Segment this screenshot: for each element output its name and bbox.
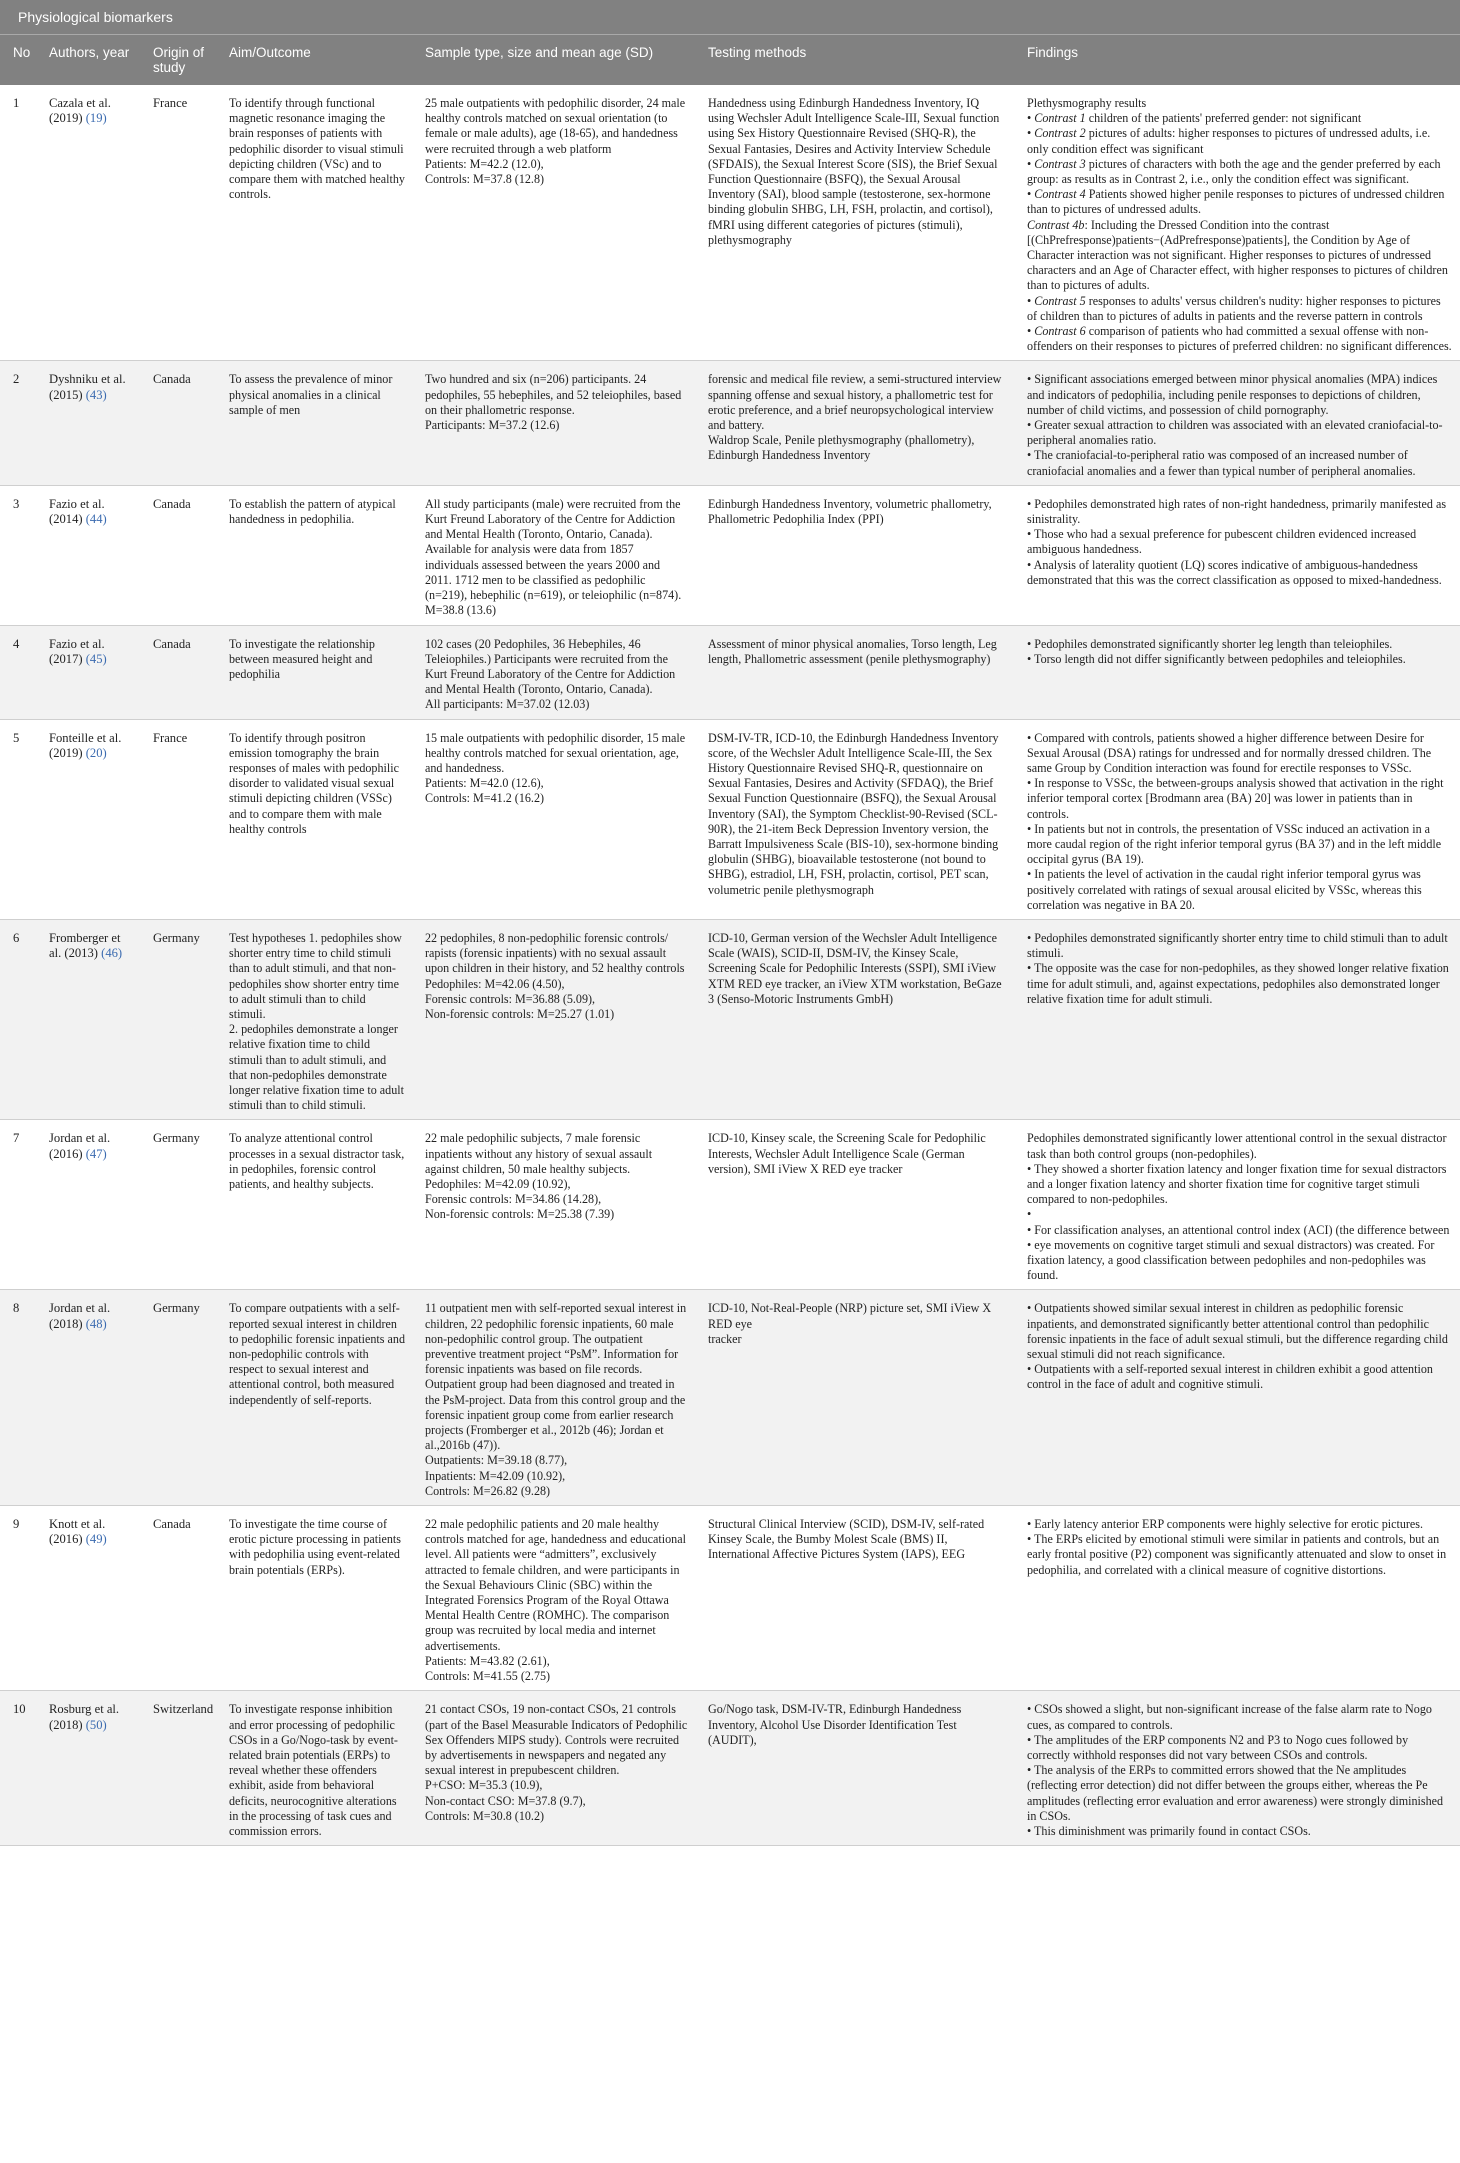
authors-year: Dyshniku et al. (2015) (49, 372, 126, 402)
finding-item (1027, 822, 1453, 868)
cell-origin (140, 1290, 216, 1506)
cell-authors (36, 485, 140, 625)
methods-line: ICD-10, Kinsey scale, the Screening Scale for Pedophilic Interests, Wechsler Adult Intelligence Scale (German version), SMI iView X RED eye tracker (708, 1131, 986, 1176)
reference-link: (49) (85, 1532, 107, 1547)
authors-year: Fazio et al. (2014) (49, 496, 105, 527)
cell-origin (140, 719, 216, 919)
authors-year: Jordan et al. (2018) (49, 1301, 111, 1331)
finding-item (1027, 324, 1453, 354)
finding-item (1027, 1517, 1453, 1532)
finding-item (1027, 126, 1453, 156)
finding-text: CSOs showed a slight, but non-significant increase of the false alarm rate to Nogo cues, as compared to controls. (1027, 1702, 1432, 1732)
cell-sample (412, 1506, 695, 1691)
finding-text: responses to adults' versus children's nudity: higher responses to pictures of children than to pictures of adults in patients and the reverse pattern in controls (1027, 293, 1441, 323)
table-row (0, 719, 1460, 919)
row-number: 6 (13, 930, 20, 945)
sample-line: All study participants (male) were recruited from the Kurt Freund Laboratory of the Centre for Addiction and Mental Health (Toronto, Ontario, Canada). Available for analysis were data from 1857 individuals assessed between the years 2000 and 2011. 1712 men to be classified as pedophilic (n=219), hebephilic (n=619), or teleiophilic (n=874). (425, 496, 682, 603)
cell-sample (412, 1691, 695, 1846)
sample-line: 102 cases (20 Pedophiles, 36 Hebephiles, 46 Teleiophiles.) Participants were recruited from the Kurt Freund Laboratory of the Centre for Addiction and Mental Health (Toronto, Ontario, Canada). (425, 636, 676, 697)
reference-link: (43) (85, 387, 107, 402)
finding-text: children of the patients' preferred gender: not significant (1085, 111, 1362, 126)
finding-item (1027, 448, 1453, 478)
finding-text: pictures of adults: higher responses to pictures of undressed adults, i.e. only condition effect was significant (1027, 126, 1431, 156)
authors-year: Knott et al. (2016) (49, 1517, 106, 1547)
finding-text: Torso length did not differ significantly between pedophiles and teleiophiles. (1034, 651, 1406, 666)
sample-line: Controls: M=30.8 (10.2) (425, 1808, 545, 1823)
header-origin: Origin of study (140, 35, 216, 86)
methods-line: forensic and medical file review, a semi-structured interview spanning offense and sexual history, a phallometric test for erotic preference, and a brief neuropsychological interview and battery. (708, 372, 1002, 433)
finding-item (1027, 1238, 1453, 1284)
origin-country: Germany (153, 1301, 200, 1316)
finding-item (1027, 497, 1453, 527)
origin-country: Canada (153, 1517, 191, 1532)
cell-sample (412, 485, 695, 625)
authors-year: Fonteille et al. (2019) (49, 730, 122, 760)
sample-line: Patients: M=42.2 (12.0), (425, 156, 544, 171)
sample-line: 11 outpatient men with self-reported sexual interest in children, 22 pedophilic forensic inpatients, 60 male non-pedophilic control group. The outpatient preventive treatment project “PsM”. Information for forensic inpatients was based on file records. Outpatient group had been diagnosed and treated in the PsM-project. Data from this control group and the forensic inpatient group come from earlier research projects (Fromberger et al., 2012b (46); Jordan et al.,2016b (47)). (425, 1301, 687, 1453)
cell-findings (1014, 1290, 1460, 1506)
finding-item (1027, 1207, 1453, 1222)
cell-authors (36, 625, 140, 719)
finding-item (1027, 776, 1453, 822)
table-row (0, 1691, 1460, 1846)
finding-text: Pedophiles demonstrated high rates of non-right handedness, primarily manifested as sinistrality. (1027, 496, 1447, 527)
methods-line: Assessment of minor physical anomalies, Torso length, Leg length, Phallometric assessment (penile plethysmography) (708, 636, 997, 666)
cell-origin (140, 361, 216, 485)
cell-no (0, 85, 36, 361)
finding-item (1027, 187, 1453, 217)
finding-text: Pedophiles demonstrated significantly shorter leg length than teleiophiles. (1034, 636, 1393, 651)
cell-origin (140, 919, 216, 1119)
cell-findings (1014, 1120, 1460, 1290)
methods-line: Edinburgh Handedness Inventory, volumetric phallometry, Phallometric Pedophilia Index (PPI) (708, 496, 992, 527)
aim-text: Test hypotheses 1. pedophiles show shorter entry time to child stimuli than to adult stimuli, and that non-pedophiles show shorter entry time to adult stimuli than to child stimuli. 2. pedophiles demonstrate a longer relative fixation time to child stimuli than to adult stimuli, and that non-pedophiles demonstrate longer relative fixation time to adult stimuli than to child stimuli. (229, 930, 404, 1113)
methods-line: DSM-IV-TR, ICD-10, the Edinburgh Handedness Inventory score, of the Wechsler Adult Intelligence Scale-III, the Sex History Questionnaire Revised SHQ-R, questionnaire on Sexual Fantasies, Desires and Activity (SFDAQ), the Brief Sexual Function Questionnaire (BSFQ), the Sexual Arousal Inventory (SAI), the Symptom Checklist-90-Revised (SCL-90R), the 21-item Beck Depression Inventory version, the Barratt Impulsiveness Scale (BIS-10), sex-hormone binding globulin (SHBG), bioavailable testosterone (not bound to SHBG), estradiol, LH, FSH, prolactin, cortisol, PET scan, volumetric penile plethysmograph (708, 730, 999, 897)
authors-year: Fromberger et al. (2013) (49, 930, 121, 961)
cell-aim (216, 625, 412, 719)
origin-country: Canada (153, 372, 191, 387)
cell-findings (1014, 361, 1460, 485)
cell-findings (1014, 85, 1460, 361)
cell-origin (140, 625, 216, 719)
cell-authors (36, 1506, 140, 1691)
cell-authors (36, 361, 140, 485)
cell-aim (216, 485, 412, 625)
cell-sample (412, 1120, 695, 1290)
cell-sample (412, 625, 695, 719)
finding-lead: Contrast 3 (1034, 156, 1086, 171)
row-number: 8 (13, 1301, 20, 1316)
finding-item (1027, 418, 1453, 448)
header-aim: Aim/Outcome (216, 35, 412, 86)
cell-methods (695, 919, 1014, 1119)
table-row (0, 625, 1460, 719)
finding-lead: Contrast 5 (1034, 293, 1086, 308)
cell-authors (36, 1290, 140, 1506)
finding-item (1027, 294, 1453, 324)
cell-sample (412, 1290, 695, 1506)
reference-link: (48) (85, 1316, 107, 1331)
cell-aim (216, 1120, 412, 1290)
reference-link: (19) (85, 111, 107, 126)
header-methods: Testing methods (695, 35, 1014, 86)
authors-year: Fazio et al. (2017) (49, 636, 105, 666)
row-number: 9 (13, 1517, 20, 1532)
finding-text: The amplitudes of the ERP components N2 and P3 to Nogo cues followed by correctly withhold responses did not vary between CSOs and controls. (1027, 1732, 1409, 1762)
cell-authors (36, 1120, 140, 1290)
cell-methods (695, 361, 1014, 485)
reference-link: (47) (85, 1146, 107, 1161)
finding-text: Outpatients with a self-reported sexual interest in children exhibit a good attention control in the face of adult and cognitive stimuli. (1027, 1362, 1433, 1392)
cell-methods (695, 625, 1014, 719)
sample-line: Forensic controls: M=34.86 (14.28), (425, 1192, 602, 1207)
cell-methods (695, 485, 1014, 625)
finding-item (1027, 652, 1453, 667)
row-number: 5 (13, 730, 20, 745)
origin-country: Canada (153, 496, 191, 511)
finding-text: pictures of characters with both the age and the gender preferred by each group: as results as in Contrast 2, i.e., only the condition effect was significant. (1027, 156, 1441, 187)
finding-item (1027, 527, 1453, 557)
finding-text: Pedophiles demonstrated significantly lower attentional control in the sexual distractor task than both control groups (non-pedophiles). (1027, 1131, 1447, 1161)
finding-item (1027, 218, 1453, 294)
cell-origin (140, 1120, 216, 1290)
row-number: 3 (13, 496, 20, 511)
cell-authors (36, 719, 140, 919)
finding-text: In patients the level of activation in the caudal right inferior temporal gyrus was positively correlated with ratings of sexual arousal elicited by VSSc, whereas this correlation was negative in BA 20. (1027, 867, 1422, 912)
cell-no (0, 1506, 36, 1691)
sample-line: Controls: M=41.55 (2.75) (425, 1669, 551, 1684)
sample-line: Controls: M=41.2 (16.2) (425, 791, 545, 806)
sample-line: Patients: M=43.82 (2.61), (425, 1653, 550, 1668)
cell-sample (412, 361, 695, 485)
finding-text: The ERPs elicited by emotional stimuli were similar in patients and controls, but an early frontal positive (P2) component was significantly attenuated and slow to onset in pedophilia, and correlated with a clinical measure of cognitive distortions. (1027, 1532, 1447, 1577)
methods-line: tracker (708, 1331, 742, 1346)
sample-line: Two hundred and six (n=206) participants. 24 pedophiles, 55 hebephiles, and 52 teleiophiles, based on their phallometric response. (425, 372, 682, 417)
cell-no (0, 1691, 36, 1846)
finding-text: Patients showed higher penile responses to pictures of undressed children than to pictures of undressed adults. (1027, 187, 1445, 217)
sample-line: Participants: M=37.2 (12.6) (425, 418, 560, 433)
cell-no (0, 1290, 36, 1506)
origin-country: Canada (153, 636, 191, 651)
sample-line: P+CSO: M=35.3 (10.9), (425, 1778, 543, 1793)
cell-sample (412, 919, 695, 1119)
authors-year: Jordan et al. (2016) (49, 1131, 111, 1161)
header-sample: Sample type, size and mean age (SD) (412, 35, 695, 86)
cell-aim (216, 719, 412, 919)
origin-country: Germany (153, 930, 200, 945)
finding-text: Outpatients showed similar sexual interest in children as pedophilic forensic inpatients, and demonstrated significantly better attentional control than pedophilic forensic inpatients in the face of adult sexual stimuli, but the difference regarding child sexual stimuli did not reach significance. (1027, 1301, 1448, 1362)
cell-authors (36, 1691, 140, 1846)
finding-item (1027, 96, 1453, 111)
methods-line: ICD-10, German version of the Wechsler Adult Intelligence Scale (WAIS), SCID-II, DSM-IV, the Kinsey Scale, Screening Scale for Pedophilic Interests (SSPI), SMI iView XTM RED eye tracker, an iView XTM workstation, BeGaze 3 (Senso-Motoric Instruments GmbH) (708, 930, 1002, 1006)
finding-lead: Contrast 2 (1034, 126, 1086, 141)
origin-country: Germany (153, 1131, 200, 1146)
cell-methods (695, 1290, 1014, 1506)
cell-findings (1014, 1506, 1460, 1691)
table-row (0, 1290, 1460, 1506)
cell-origin (140, 1506, 216, 1691)
finding-item (1027, 1223, 1453, 1238)
finding-text: The analysis of the ERPs to committed errors showed that the Ne amplitudes (reflecting error detection) did not differ between the groups either, whereas the Pe amplitudes (reflecting error evaluation and error awareness) were strongly diminished in CSOs. (1027, 1763, 1444, 1823)
sample-line: Pedophiles: M=42.06 (4.50), (425, 976, 565, 991)
sample-line: 21 contact CSOs, 19 non-contact CSOs, 21 controls (part of the Basel Measurable Indicators of Pedophilic Sex Offenders MIPS study). Controls were recruited by advertisements in newspapers and negated any sexual interest in prepubescent children. (425, 1702, 688, 1778)
finding-text: The opposite was the case for non-pedophiles, as they showed longer relative fixation time for adult stimuli, and, against expectations, pedophiles also demonstrated longer relative fixation time for adult stimuli. (1027, 961, 1449, 1006)
table-row (0, 361, 1460, 485)
header-no: No (0, 35, 36, 86)
finding-text: Significant associations emerged between minor physical anomalies (MPA) indices and indicators of pedophilia, including penile responses to depictions of children, number of child victims, and possession of child pornography. (1027, 372, 1438, 417)
cell-methods (695, 1691, 1014, 1846)
finding-item (1027, 1301, 1453, 1362)
cell-no (0, 919, 36, 1119)
table-row (0, 1506, 1460, 1691)
finding-item (1027, 637, 1453, 652)
cell-methods (695, 85, 1014, 361)
sample-line: 15 male outpatients with pedophilic disorder, 15 male healthy controls matched for sexual orientation, age, and handedness. (425, 730, 686, 775)
header-authors: Authors, year (36, 35, 140, 86)
cell-authors (36, 85, 140, 361)
origin-country: Switzerland (153, 1702, 214, 1717)
sample-line: 22 male pedophilic patients and 20 male healthy controls matched for age, handedness and educational level. All patients were “admitters”, exclusively attracted to female children, and were participants in the Sexual Behaviours Clinic (SBC) within the Integrated Forensics Program of the Royal Ottawa Mental Health Centre (ROMHC). The comparison group was recruited by local media and internet advertisements. (425, 1517, 686, 1653)
finding-item (1027, 111, 1453, 126)
finding-lead: Contrast 4b (1027, 217, 1085, 232)
aim-text: To identify through positron emission tomography the brain responses of males with pedophilic disorder to validated visual sexual stimuli depicting children (VSSc) and to compare them with male healthy controls (229, 730, 399, 836)
finding-item (1027, 931, 1453, 961)
finding-text: Those who had a sexual preference for pubescent children evidenced increased ambiguous handedness. (1027, 527, 1417, 557)
sample-line: M=38.8 (13.6) (425, 603, 496, 618)
origin-country: France (153, 730, 188, 745)
finding-lead: Contrast 4 (1034, 187, 1086, 202)
finding-item (1027, 1131, 1453, 1161)
finding-text: : Including the Dressed Condition into the contrast [(ChPrefresponse)patients−(AdPrefresponse)patients], the Condition by Age of Character interaction was not significant. Higher responses to pictures of undressed characters and an Age of Character effect, with higher responses to pictures of children than to pictures of adults. (1027, 217, 1448, 293)
header-row (0, 35, 1460, 86)
cell-findings (1014, 719, 1460, 919)
header-findings: Findings (1014, 35, 1460, 86)
methods-line: Handedness using Edinburgh Handedness Inventory, IQ using Wechsler Adult Intelligence Scale-III, Sexual function using Sex History Questionnaire Revised (SHQ-R), the Sexual Fantasies, Desires and Activity Interview Schedule (SFDAIS), the Sexual Interest Score (SIS), the Brief Sexual Function Questionnaire (BSFQ), the Sexual Arousal Inventory (SAI), blood sample (testosterone, sex-hormone binding globulin SHBG, LH, FSH, prolactin, and cortisol), fMRI using different categories of pictures (stimuli), plethysmography (708, 96, 1000, 247)
aim-text: To establish the pattern of atypical handedness in pedophilia. (229, 496, 396, 527)
finding-text: In patients but not in controls, the presentation of VSSc induced an activation in a more caudal region of the right inferior temporal gyrus (BA 37) and in the left middle occipital gyrus (BA 19). (1027, 821, 1442, 867)
sample-line: Controls: M=26.82 (9.28) (425, 1483, 551, 1498)
reference-link: (50) (85, 1717, 107, 1732)
row-number: 10 (13, 1702, 26, 1717)
table-row (0, 85, 1460, 361)
row-number: 1 (13, 96, 20, 110)
row-number: 7 (13, 1131, 20, 1146)
sample-line: Non-forensic controls: M=25.27 (1.01) (425, 1006, 615, 1021)
cell-findings (1014, 919, 1460, 1119)
sample-line: Patients: M=42.0 (12.6), (425, 776, 544, 791)
finding-item (1027, 1733, 1453, 1763)
cell-sample (412, 719, 695, 919)
finding-item (1027, 731, 1453, 777)
table-row (0, 1120, 1460, 1290)
aim-text: To identify through functional magnetic resonance imaging the brain responses of patients with pedophilic disorder to visual stimuli depicting children (VSc) and to compare them with matched healthy controls. (229, 96, 405, 202)
aim-text: To investigate the time course of erotic picture processing in patients with pedophilia using event-related brain potentials (ERPs). (229, 1517, 401, 1577)
finding-text: In response to VSSc, the between-groups analysis showed that activation in the right inferior temporal cortex [Brodmann area (BA) 20] was lower in patients than in controls. (1027, 776, 1444, 821)
reference-link: (45) (85, 651, 107, 666)
table-row (0, 485, 1460, 625)
cell-methods (695, 1120, 1014, 1290)
finding-text: The craniofacial-to-peripheral ratio was composed of an increased number of craniofacial anomalies and a fewer than typical number of peripheral anomalies. (1027, 448, 1416, 478)
row-number: 4 (13, 636, 20, 651)
cell-aim (216, 1290, 412, 1506)
cell-findings (1014, 1691, 1460, 1846)
sample-line: Non-forensic controls: M=25.38 (7.39) (425, 1207, 615, 1222)
cell-aim (216, 361, 412, 485)
methods-line: Structural Clinical Interview (SCID), DSM-IV, self-rated Kinsey Scale, the Bumby Molest Scale (BMS) II, International Affective Pictures System (IAPS), EEG (708, 1517, 985, 1562)
cell-findings (1014, 625, 1460, 719)
finding-lead: Contrast 6 (1034, 324, 1086, 339)
finding-lead: Contrast 1 (1034, 111, 1086, 126)
aim-text: To analyze attentional control processes in a sexual distractor task, in pedophiles, forensic control patients, and healthy subjects. (229, 1131, 405, 1191)
cell-aim (216, 85, 412, 361)
cell-origin (140, 85, 216, 361)
cell-no (0, 625, 36, 719)
cell-sample (412, 85, 695, 361)
cell-aim (216, 1691, 412, 1846)
cell-aim (216, 1506, 412, 1691)
sample-line: 22 male pedophilic subjects, 7 male forensic inpatients without any history of sexual assault against children, 50 male healthy subjects. (425, 1131, 653, 1176)
finding-text: Pedophiles demonstrated significantly shorter entry time to child stimuli than to adult stimuli. (1027, 930, 1448, 961)
cell-methods (695, 1506, 1014, 1691)
finding-item (1027, 867, 1453, 913)
table-row (0, 919, 1460, 1119)
reference-link: (46) (101, 946, 123, 961)
cell-aim (216, 919, 412, 1119)
finding-item (1027, 1702, 1453, 1732)
sample-line: 22 pedophiles, 8 non-pedophilic forensic controls/ rapists (forensic inpatients) with no sexual assault upon children in their history, and 52 healthy controls (425, 930, 685, 976)
finding-item (1027, 372, 1453, 418)
finding-item (1027, 157, 1453, 187)
aim-text: To investigate response inhibition and error processing of pedophilic CSOs in a Go/Nogo-task by event-related brain potentials (ERPs) to reveal whether these offenders exhibit, aside from behavioral deficits, neurocognitive alterations in the processing of task cues and commission errors. (229, 1702, 398, 1838)
cell-methods (695, 719, 1014, 919)
finding-item (1027, 1763, 1453, 1824)
authors-year: Cazala et al. (2019) (49, 96, 111, 126)
sample-line: 25 male outpatients with pedophilic disorder, 24 male healthy controls matched on sexual orientation (to female or male adults), age (18-65), and handedness were recruited through a web platform (425, 96, 686, 156)
finding-item (1027, 961, 1453, 1007)
aim-text: To compare outpatients with a self-reported sexual interest in children to pedophilic forensic inpatients and non-pedophilic controls with respect to sexual interest and attentional control, both measured independently of self-reports. (229, 1301, 405, 1407)
sample-line: All participants: M=37.02 (12.03) (425, 697, 590, 712)
row-number: 2 (13, 372, 20, 387)
finding-text: This diminishment was primarily found in contact CSOs. (1034, 1823, 1311, 1838)
finding-text: Plethysmography results (1027, 96, 1147, 110)
table-body (0, 85, 1460, 1846)
methods-line: ICD-10, Not-Real-People (NRP) picture set, SMI iView X RED eye (708, 1301, 992, 1331)
sample-line: Controls: M=37.8 (12.8) (425, 172, 545, 187)
cell-no (0, 1120, 36, 1290)
sample-line: Pedophiles: M=42.09 (10.92), (425, 1177, 571, 1191)
aim-text: To investigate the relationship between measured height and pedophilia (229, 636, 375, 681)
biomarkers-table (0, 34, 1460, 1846)
finding-item (1027, 1824, 1453, 1839)
methods-line: Go/Nogo task, DSM-IV-TR, Edinburgh Handedness Inventory, Alcohol Use Disorder Identification Test (AUDIT), (708, 1702, 962, 1747)
finding-text: eye movements on cognitive target stimuli and sexual distractors) was created. For fixation latency, a good classification between pedophiles and non-pedophiles was found. (1027, 1237, 1435, 1283)
cell-no (0, 719, 36, 919)
sample-line: Forensic controls: M=36.88 (5.09), (425, 991, 596, 1006)
sample-line: Outpatients: M=39.18 (8.77), (425, 1453, 568, 1468)
finding-text: Early latency anterior ERP components were highly selective for erotic pictures. (1034, 1517, 1424, 1532)
methods-line: Waldrop Scale, Penile plethysmography (phallometry), Edinburgh Handedness Inventory (708, 433, 975, 463)
finding-text: Compared with controls, patients showed a higher difference between Desire for Sexual Arousal (DSA) ratings for undressed and for normally dressed children. The same Group by Condition interaction was found for erectile responses to VSSc. (1027, 730, 1432, 775)
cell-no (0, 361, 36, 485)
cell-origin (140, 485, 216, 625)
finding-item (1027, 1532, 1453, 1578)
finding-text: Greater sexual attraction to children was associated with an elevated craniofacial-to-peripheral anomalies ratio. (1027, 418, 1443, 448)
table-title: Physiological biomarkers (0, 0, 1460, 34)
finding-item (1027, 1362, 1453, 1392)
finding-text: For classification analyses, an attentional control index (ACI) (the difference between (1034, 1222, 1450, 1237)
aim-text: To assess the prevalence of minor physical anomalies in a clinical sample of men (229, 372, 393, 417)
finding-text: comparison of patients who had committed a sexual offense with non-offenders on their responses to pictures of preferred children: no significant differences. (1027, 324, 1452, 354)
cell-no (0, 485, 36, 625)
sample-line: Inpatients: M=42.09 (10.92), (425, 1468, 566, 1483)
finding-item (1027, 558, 1453, 588)
cell-origin (140, 1691, 216, 1846)
reference-link: (44) (85, 512, 107, 527)
cell-authors (36, 919, 140, 1119)
finding-text: Analysis of laterality quotient (LQ) scores indicative of ambiguous-handedness demonstrated that this was the correct classification as opposed to mixed-handedness. (1027, 557, 1442, 587)
authors-year: Rosburg et al. (2018) (49, 1702, 120, 1732)
finding-item (1027, 1162, 1453, 1208)
finding-text: They showed a shorter fixation latency and longer fixation time for sexual distractors and a longer fixation latency and shorter fixation time for cognitive target stimuli compared to non-pedophiles. (1027, 1161, 1447, 1207)
reference-link: (20) (85, 745, 107, 760)
sample-line: Non-contact CSO: M=37.8 (9.7), (425, 1793, 586, 1808)
origin-country: France (153, 96, 188, 110)
cell-findings (1014, 485, 1460, 625)
